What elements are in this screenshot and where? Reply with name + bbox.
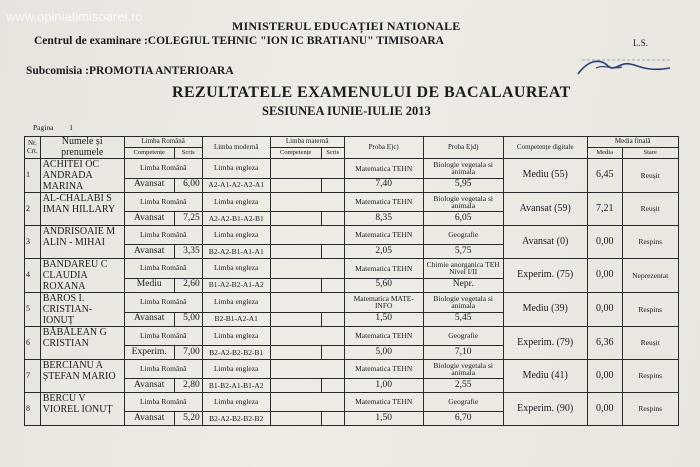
- session-title: SESIUNEA IUNIE-IULIE 2013: [262, 104, 431, 118]
- table-row: [25, 393, 679, 412]
- table-row: [25, 360, 679, 379]
- maternal-written-grade: [321, 212, 344, 226]
- proba-c-subject: Matematica TEHN: [344, 159, 423, 179]
- romanian-label: Limba Română: [124, 327, 202, 346]
- exam-center: Centrul de examinare :COLEGIUL TEHNIC "ION IC BRATIANU" TIMISOARA: [34, 35, 444, 47]
- final-average: 0,00: [587, 393, 622, 426]
- proba-d-grade: 6,05: [423, 212, 503, 226]
- col-modern: Limba modernă: [202, 137, 270, 159]
- maternal-competence: [270, 346, 321, 360]
- romanian-label: Limba Română: [124, 360, 202, 379]
- romanian-written-grade: 7,25: [174, 212, 202, 226]
- result-status: Respins: [622, 226, 678, 259]
- romanian-label: Limba Română: [124, 159, 202, 179]
- proba-d-subject: Biologie vegetala si animala: [423, 293, 503, 313]
- modern-language-label: Limba engleza: [202, 226, 270, 245]
- final-average: 0,00: [587, 360, 622, 393]
- maternal-competence: [270, 178, 321, 192]
- modern-language-label: Limba engleza: [202, 327, 270, 346]
- candidate-name: ANDRISOAIE M ALIN - MIHAI: [40, 226, 124, 259]
- table-row: [25, 159, 679, 179]
- maternal-written-grade: [321, 312, 344, 326]
- romanian-label: Limba Română: [124, 226, 202, 245]
- modern-language-levels: A2-A1-A2-A2-A1: [202, 178, 270, 192]
- row-number: 3: [25, 226, 41, 259]
- romanian-written-grade: 5,00: [174, 312, 202, 326]
- maternal-language-label: [270, 259, 344, 279]
- result-status: Reușit: [622, 327, 678, 360]
- proba-c-grade: 7,40: [344, 178, 423, 192]
- row-number: 5: [25, 293, 41, 327]
- page-label: Pagina: [33, 123, 54, 132]
- romanian-label: Limba Română: [124, 293, 202, 313]
- romanian-competence: Avansat: [124, 212, 174, 226]
- modern-language-label: Limba engleza: [202, 360, 270, 379]
- col-final: Media finală: [587, 137, 678, 148]
- maternal-written-grade: [321, 379, 344, 393]
- col-mat-competente: Competențe: [270, 148, 321, 159]
- romanian-label: Limba Română: [124, 393, 202, 412]
- col-maternal: Limba maternă: [270, 137, 344, 148]
- col-media: Media: [587, 148, 622, 159]
- final-average: 6,45: [587, 159, 622, 193]
- maternal-competence: [270, 312, 321, 326]
- row-number: 7: [25, 360, 41, 393]
- proba-d-grade: 5,95: [423, 178, 503, 192]
- digital-skills: Mediu (39): [503, 293, 587, 327]
- proba-d-grade: 5,45: [423, 312, 503, 326]
- result-status: Respins: [622, 293, 678, 327]
- subcommission: Subcomisia :PROMOTIA ANTERIOARA: [26, 65, 234, 77]
- proba-d-grade: 6,70: [423, 412, 503, 426]
- col-mat-scris: Scris: [321, 148, 344, 159]
- digital-skills: Experim. (75): [503, 259, 587, 293]
- modern-language-label: Limba engleza: [202, 259, 270, 279]
- modern-language-levels: A2-A2-B1-A2-B1: [202, 212, 270, 226]
- maternal-language-label: [270, 293, 344, 313]
- col-proba-c: Proba E)c): [344, 137, 423, 159]
- romanian-competence: Experim.: [124, 346, 174, 360]
- romanian-competence: Avansat: [124, 245, 174, 259]
- table-row: [25, 293, 679, 313]
- col-name: Numele și prenumele: [40, 137, 124, 159]
- table-row: [25, 327, 679, 346]
- stamp-label: L.S.: [633, 38, 649, 48]
- modern-language-levels: B2-A2-B1-A1-A1: [202, 245, 270, 259]
- proba-d-subject: Geografie: [423, 226, 503, 245]
- results-table: [24, 136, 679, 426]
- romanian-competence: Avansat: [124, 178, 174, 192]
- maternal-written-grade: [321, 245, 344, 259]
- col-ro-scris: Scris: [174, 148, 202, 159]
- modern-language-label: Limba engleza: [202, 293, 270, 313]
- proba-d-grade: 7,10: [423, 346, 503, 360]
- candidate-name: BERCU V VIOREL IONUȚ: [40, 393, 124, 426]
- romanian-written-grade: 7,00: [174, 346, 202, 360]
- maternal-language-label: [270, 327, 344, 346]
- romanian-written-grade: 6,00: [174, 178, 202, 192]
- candidate-name: BANDAREU C CLAUDIA ROXANA: [40, 259, 124, 293]
- final-average: 6,36: [587, 327, 622, 360]
- row-number: 6: [25, 327, 41, 360]
- candidate-name: BERCIANU A ȘTEFAN MARIO: [40, 360, 124, 393]
- candidate-name: ACHITEI OC ANDRADA MARINA: [40, 159, 124, 193]
- maternal-language-label: [270, 360, 344, 379]
- proba-c-subject: Matematica MATE-INFO: [344, 293, 423, 313]
- col-nr: Nr. Crt.: [25, 137, 41, 159]
- maternal-competence: [270, 245, 321, 259]
- proba-c-subject: Matematica TEHN: [344, 193, 423, 212]
- proba-d-subject: Biologie vegetala si animala: [423, 159, 503, 179]
- maternal-competence: [270, 212, 321, 226]
- proba-d-grade: Nepr.: [423, 278, 503, 292]
- digital-skills: Mediu (55): [503, 159, 587, 193]
- modern-language-levels: B2-A2-B2-B2-B2: [202, 412, 270, 426]
- row-number: 8: [25, 393, 41, 426]
- romanian-written-grade: 2,60: [174, 278, 202, 292]
- digital-skills: Experim. (90): [503, 393, 587, 426]
- row-number: 2: [25, 193, 41, 226]
- modern-language-levels: B2-B1-A2-A1: [202, 312, 270, 326]
- romanian-written-grade: 3,35: [174, 245, 202, 259]
- signature-mark: [574, 54, 674, 80]
- proba-c-subject: Matematica TEHN: [344, 393, 423, 412]
- result-status: Respins: [622, 393, 678, 426]
- maternal-written-grade: [321, 278, 344, 292]
- maternal-competence: [270, 412, 321, 426]
- digital-skills: Experim. (79): [503, 327, 587, 360]
- romanian-competence: Mediu: [124, 278, 174, 292]
- proba-d-grade: 2,55: [423, 379, 503, 393]
- ministry-heading: MINISTERUL EDUCAȚIEI NATIONALE: [232, 19, 461, 33]
- result-status: Respins: [622, 360, 678, 393]
- final-average: 0,00: [587, 226, 622, 259]
- table-row: [25, 259, 679, 279]
- proba-d-subject: Biologie vegetala si animala: [423, 360, 503, 379]
- modern-language-levels: B1-A2-B2-A1-A2: [202, 278, 270, 292]
- modern-language-levels: B1-B2-A1-B1-A2: [202, 379, 270, 393]
- maternal-language-label: [270, 159, 344, 179]
- romanian-written-grade: 5,20: [174, 412, 202, 426]
- maternal-written-grade: [321, 412, 344, 426]
- proba-c-grade: 5,00: [344, 346, 423, 360]
- maternal-written-grade: [321, 346, 344, 360]
- result-status: Neprezentat: [622, 259, 678, 293]
- maternal-competence: [270, 379, 321, 393]
- page-title: REZULTATELE EXAMENULUI DE BACALAUREAT: [172, 84, 571, 101]
- final-average: 7,21: [587, 193, 622, 226]
- candidate-name: AL-CHALABI S IMAN HILLARY: [40, 193, 124, 226]
- maternal-competence: [270, 278, 321, 292]
- proba-c-grade: 1,00: [344, 379, 423, 393]
- proba-d-subject: Biologie vegetala si animala: [423, 193, 503, 212]
- candidate-name: BĂBĂLEAN G CRISTIAN: [40, 327, 124, 360]
- col-proba-d: Proba E)d): [423, 137, 503, 159]
- table-row: [25, 193, 679, 212]
- proba-c-grade: 1,50: [344, 312, 423, 326]
- maternal-language-label: [270, 393, 344, 412]
- maternal-language-label: [270, 193, 344, 212]
- digital-skills: Avansat (59): [503, 193, 587, 226]
- proba-c-grade: 8,35: [344, 212, 423, 226]
- row-number: 4: [25, 259, 41, 293]
- proba-c-subject: Matematica TEHN: [344, 327, 423, 346]
- proba-c-grade: 2,05: [344, 245, 423, 259]
- proba-d-subject: Chimie anorganica TEH Nivel I/II: [423, 259, 503, 279]
- modern-language-label: Limba engleza: [202, 159, 270, 179]
- maternal-language-label: [270, 226, 344, 245]
- modern-language-label: Limba engleza: [202, 393, 270, 412]
- modern-language-levels: B2-A2-B2-B2-B1: [202, 346, 270, 360]
- col-ro-competente: Competențe: [124, 148, 174, 159]
- proba-d-subject: Geografie: [423, 393, 503, 412]
- result-status: Reușit: [622, 159, 678, 193]
- result-status: Reușit: [622, 193, 678, 226]
- proba-c-subject: Matematica TEHN: [344, 360, 423, 379]
- digital-skills: Avansat (0): [503, 226, 587, 259]
- romanian-label: Limba Română: [124, 259, 202, 279]
- proba-c-subject: Matematica TEHN: [344, 259, 423, 279]
- col-digital: Competențe digitale: [503, 137, 587, 159]
- candidate-name: BAROS I. CRISTIAN-IONUȚ: [40, 293, 124, 327]
- proba-d-grade: 5,75: [423, 245, 503, 259]
- final-average: 0,00: [587, 259, 622, 293]
- romanian-competence: Avansat: [124, 379, 174, 393]
- watermark: www.opiniatimisoarei.ro: [6, 9, 143, 24]
- romanian-competence: Avansat: [124, 412, 174, 426]
- proba-d-subject: Geografie: [423, 327, 503, 346]
- proba-c-subject: Matematica TEHN: [344, 226, 423, 245]
- digital-skills: Mediu (41): [503, 360, 587, 393]
- proba-c-grade: 5,60: [344, 278, 423, 292]
- row-number: 1: [25, 159, 41, 193]
- romanian-label: Limba Română: [124, 193, 202, 212]
- romanian-written-grade: 2,80: [174, 379, 202, 393]
- proba-c-grade: 1,50: [344, 412, 423, 426]
- romanian-competence: Avansat: [124, 312, 174, 326]
- maternal-written-grade: [321, 178, 344, 192]
- col-romanian: Limba Română: [124, 137, 202, 148]
- modern-language-label: Limba engleza: [202, 193, 270, 212]
- final-average: 0,00: [587, 293, 622, 327]
- page-indicator: [33, 123, 73, 132]
- page-number: 1: [69, 123, 74, 132]
- table-row: [25, 226, 679, 245]
- col-stare: Stare: [622, 148, 678, 159]
